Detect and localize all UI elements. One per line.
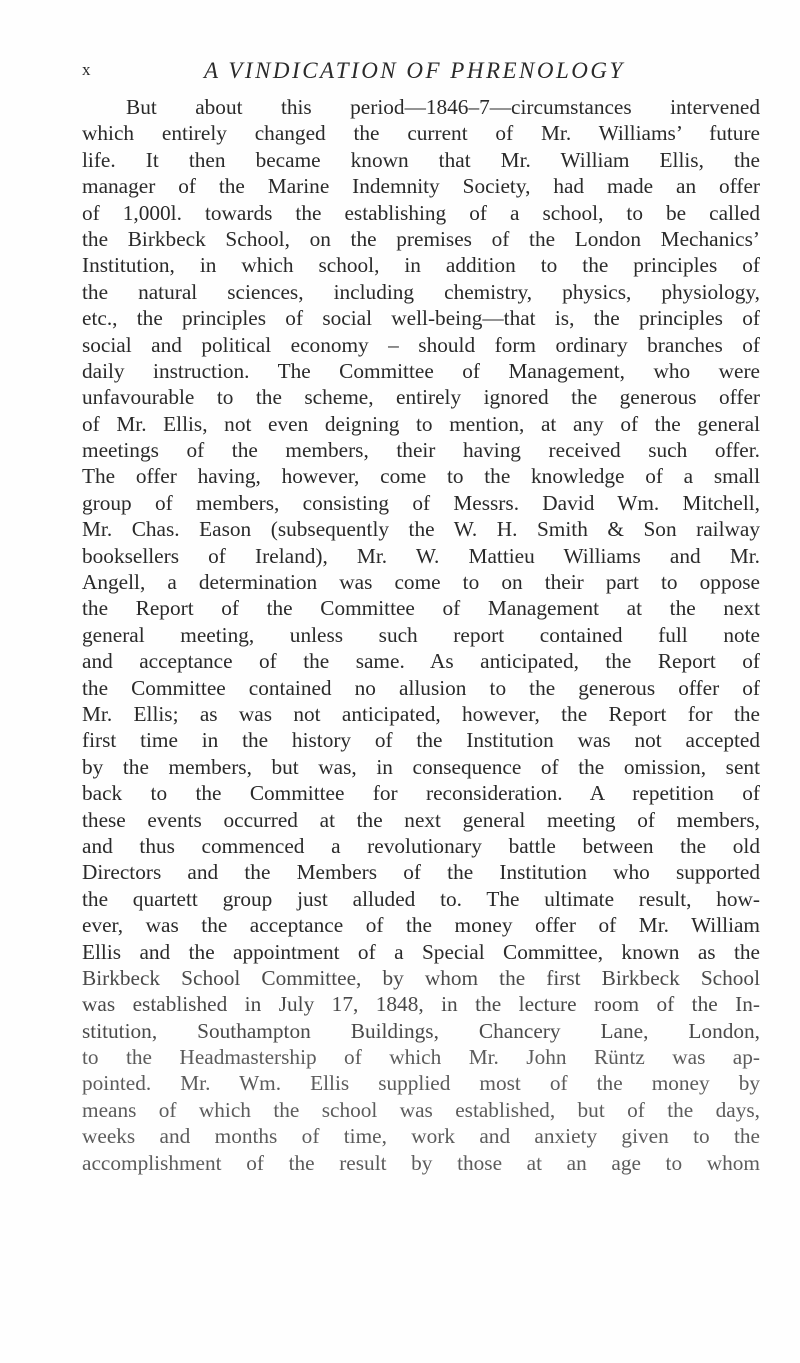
text-line: means of which the school was established, but of the days, [82,1097,760,1122]
text-line: daily instruction. The Committee of Management, who were [82,358,760,383]
text-line: by the members, but was, in consequence of the omission, sent [82,754,760,779]
text-line: which entirely changed the current of Mr. Williams’ future [82,121,760,146]
text-line: of Mr. Ellis, not even deigning to mention, at any of the general [82,411,760,436]
text-line: to the Headmastership of which Mr. John Rüntz was ap- [82,1045,760,1070]
text-line: these events occurred at the next general meeting of members, [82,807,760,832]
text-line: Institution, in which school, in addition to the principles of [82,253,760,278]
page-header [82,58,748,88]
page-number: x [82,60,92,79]
text-line: Mr. Chas. Eason (subsequently the W. H. Smith & Son railway [82,517,760,542]
text-line: unfavourable to the scheme, entirely ignored the generous offer [82,385,760,410]
text-line: pointed. Mr. Wm. Ellis supplied most of the money by [82,1071,760,1096]
text-line: of 1,000l. towards the establishing of a school, to be called [82,200,760,225]
body-paragraph [82,94,760,1176]
text-line: But about this period—1846–7—circumstances intervened [126,95,760,119]
text-line: meetings of the members, their having received such offer. [82,438,760,463]
text-line: The offer having, however, come to the knowledge of a small [82,464,760,489]
text-line: Mr. Ellis; as was not anticipated, however, the Report for the [82,701,760,726]
text-line: accomplishment of the result by those at an age to whom [82,1150,760,1175]
text-line: social and political economy – should form ordinary branches of [82,332,760,357]
text-line: manager of the Marine Indemnity Society, had made an offer [82,174,760,199]
text-line: group of members, consisting of Messrs. David Wm. Mitchell, [82,490,760,515]
text-line: weeks and months of time, work and anxiety given to the [82,1124,760,1149]
text-line: Birkbeck School Committee, by whom the first Birkbeck School [82,965,760,990]
text-line: Ellis and the appointment of a Special Committee, known as the [82,939,760,964]
text-line: the quartett group just alluded to. The ultimate result, how- [82,886,760,911]
text-line: the Birkbeck School, on the premises of the London Mechanics’ [82,226,760,251]
text-line: life. It then became known that Mr. William Ellis, the [82,147,760,172]
text-line: the natural sciences, including chemistry, physics, physiology, [82,279,760,304]
text-line: the Report of the Committee of Management at the next [82,596,760,621]
text-line: stitution, Southampton Buildings, Chancery Lane, London, [82,1018,760,1043]
text-line: booksellers of Ireland), Mr. W. Mattieu Williams and Mr. [82,543,760,568]
text-line: etc., the principles of social well-being—that is, the principles of [82,306,760,331]
text-line: was established in July 17, 1848, in the lecture room of the In- [82,992,760,1017]
text-line: the Committee contained no allusion to the generous offer of [82,675,760,700]
text-line: and thus commenced a revolutionary battle between the old [82,833,760,858]
text-line: back to the Committee for reconsideration. A repetition of [82,781,760,806]
text-line: ever, was the acceptance of the money offer of Mr. William [82,913,760,938]
text-line: general meeting, unless such report contained full note [82,622,760,647]
text-line: and acceptance of the same. As anticipated, the Report of [82,649,760,674]
text-line: Angell, a determination was come to on their part to oppose [82,570,760,595]
running-title: A VINDICATION OF PHRENOLOGY [204,58,625,83]
text-line: first time in the history of the Institution was not accepted [82,728,760,753]
text-line: Directors and the Members of the Institution who supported [82,860,760,885]
